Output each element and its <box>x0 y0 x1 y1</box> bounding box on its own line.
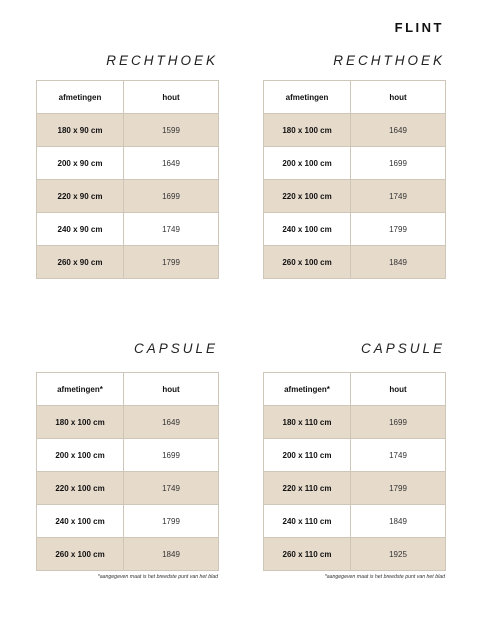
size-cell: 200 x 100 cm <box>37 439 124 472</box>
table-row <box>37 246 219 279</box>
table-header-row <box>37 373 219 406</box>
price-cell: 1699 <box>351 406 446 439</box>
size-cell: 180 x 100 cm <box>264 114 351 147</box>
footnote: *aangegeven maat is het breedste punt van het blad <box>97 574 218 580</box>
price-cell: 1749 <box>124 213 219 246</box>
table-row <box>264 213 446 246</box>
column-header-size: afmetingen* <box>264 373 351 406</box>
table-row <box>37 505 219 538</box>
column-header-size: afmetingen <box>264 81 351 114</box>
table-header-row <box>264 81 446 114</box>
table-row <box>37 472 219 505</box>
column-header-price: hout <box>124 81 219 114</box>
table-row <box>37 538 219 571</box>
price-cell: 1749 <box>351 439 446 472</box>
price-block-rechthoek-90 <box>36 53 218 293</box>
price-cell: 1799 <box>351 472 446 505</box>
table-row <box>264 505 446 538</box>
price-cell: 1799 <box>124 246 219 279</box>
column-header-size: afmetingen <box>37 81 124 114</box>
section-heading: CAPSULE <box>360 341 445 356</box>
price-cell: 1699 <box>124 439 219 472</box>
price-cell: 1649 <box>351 114 446 147</box>
size-cell: 200 x 90 cm <box>37 147 124 180</box>
table-row <box>37 213 219 246</box>
table-row <box>264 406 446 439</box>
size-cell: 180 x 110 cm <box>264 406 351 439</box>
size-cell: 200 x 110 cm <box>264 439 351 472</box>
size-cell: 260 x 100 cm <box>37 538 124 571</box>
size-cell: 260 x 90 cm <box>37 246 124 279</box>
column-header-price: hout <box>351 81 446 114</box>
size-cell: 240 x 100 cm <box>37 505 124 538</box>
table-row <box>37 406 219 439</box>
table-row <box>264 114 446 147</box>
table-row <box>264 147 446 180</box>
size-cell: 220 x 90 cm <box>37 180 124 213</box>
price-cell: 1849 <box>351 246 446 279</box>
section-heading: CAPSULE <box>133 341 218 356</box>
footnote: *aangegeven maat is het breedste punt van het blad <box>324 574 445 580</box>
price-block-capsule-100 <box>36 341 218 586</box>
size-cell: 180 x 90 cm <box>37 114 124 147</box>
price-cell: 1749 <box>124 472 219 505</box>
price-table <box>36 80 219 279</box>
price-cell: 1649 <box>124 147 219 180</box>
price-cell: 1699 <box>351 147 446 180</box>
column-header-price: hout <box>351 373 446 406</box>
table-row <box>264 246 446 279</box>
table-row <box>37 147 219 180</box>
table-row <box>264 180 446 213</box>
price-cell: 1799 <box>351 213 446 246</box>
table-row <box>37 114 219 147</box>
size-cell: 220 x 100 cm <box>264 180 351 213</box>
section-heading: RECHTHOEK <box>333 53 445 68</box>
price-cell: 1849 <box>124 538 219 571</box>
size-cell: 220 x 110 cm <box>264 472 351 505</box>
brand-title: FLINT <box>394 20 444 35</box>
table-row <box>264 472 446 505</box>
size-cell: 180 x 100 cm <box>37 406 124 439</box>
price-cell: 1699 <box>124 180 219 213</box>
column-header-size: afmetingen* <box>37 373 124 406</box>
size-cell: 240 x 90 cm <box>37 213 124 246</box>
table-header-row <box>37 81 219 114</box>
price-cell: 1599 <box>124 114 219 147</box>
size-cell: 200 x 100 cm <box>264 147 351 180</box>
price-cell: 1849 <box>351 505 446 538</box>
size-cell: 260 x 100 cm <box>264 246 351 279</box>
size-cell: 240 x 110 cm <box>264 505 351 538</box>
size-cell: 260 x 110 cm <box>264 538 351 571</box>
table-header-row <box>264 373 446 406</box>
column-header-price: hout <box>124 373 219 406</box>
size-cell: 220 x 100 cm <box>37 472 124 505</box>
price-cell: 1749 <box>351 180 446 213</box>
price-table <box>263 80 446 279</box>
table-row <box>264 538 446 571</box>
price-table <box>36 372 219 571</box>
price-cell: 1925 <box>351 538 446 571</box>
table-row <box>264 439 446 472</box>
section-heading: RECHTHOEK <box>106 53 218 68</box>
price-block-rechthoek-100 <box>263 53 445 293</box>
table-row <box>37 439 219 472</box>
size-cell: 240 x 100 cm <box>264 213 351 246</box>
table-row <box>37 180 219 213</box>
price-cell: 1649 <box>124 406 219 439</box>
price-cell: 1799 <box>124 505 219 538</box>
price-block-capsule-110 <box>263 341 445 586</box>
price-table <box>263 372 446 571</box>
